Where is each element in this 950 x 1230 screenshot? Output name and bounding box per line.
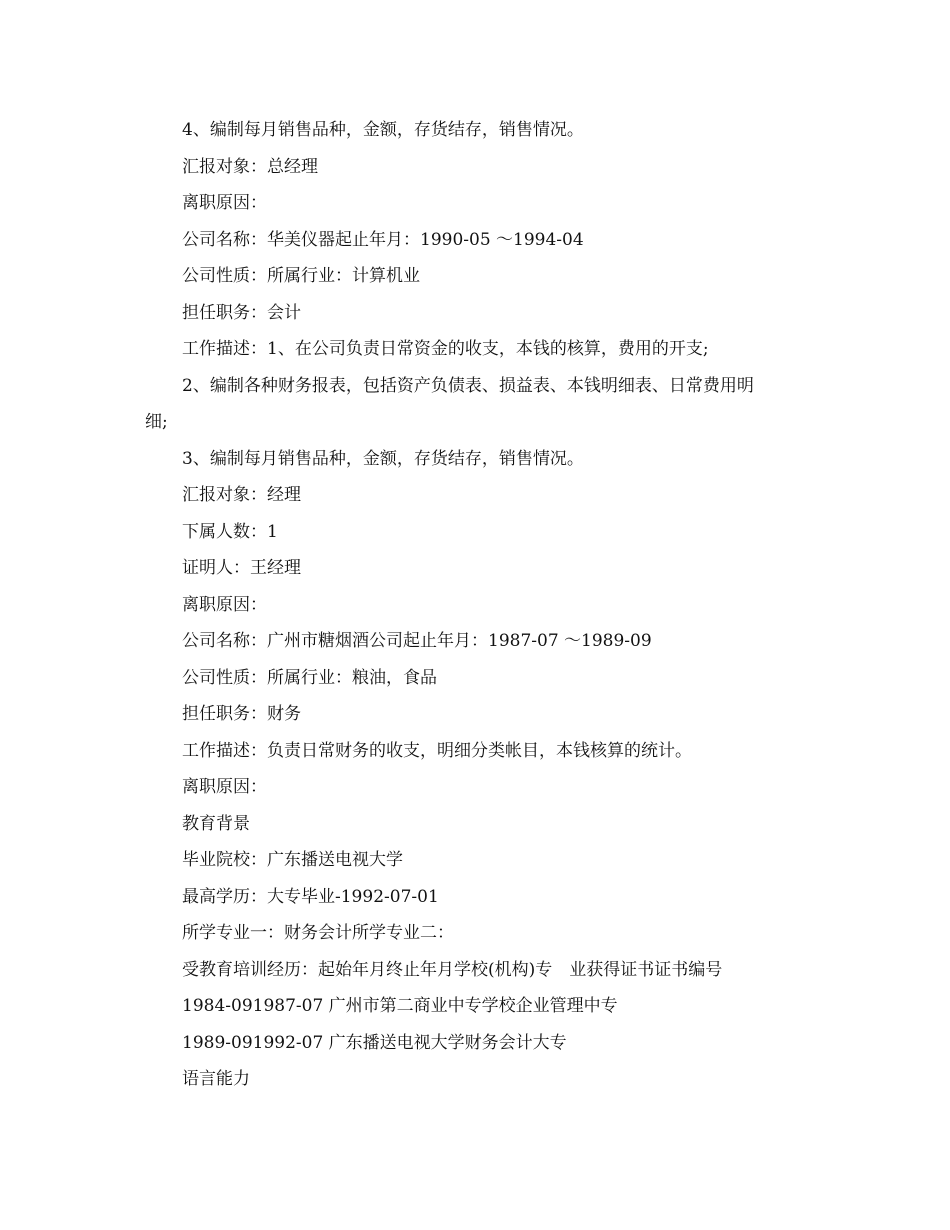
- text-line: 4、编制每月销售品种，金额，存货结存，销售情况。: [182, 120, 584, 140]
- text-line: 担任职务：财务: [182, 704, 301, 724]
- document-body: [145, 112, 815, 1098]
- text-line: 工作描述：1、在公司负责日常资金的收支，本钱的核算，费用的开支;: [182, 339, 709, 359]
- text-line: 离职原因：: [182, 193, 267, 213]
- text-line: 毕业院校：广东播送电视大学: [182, 850, 403, 870]
- text-line: 公司性质：所属行业：计算机业: [182, 266, 420, 286]
- text-line: 公司性质：所属行业：粮油，食品: [182, 667, 437, 688]
- text-line: 离职原因：: [182, 594, 267, 615]
- text-line: 最高学历：大专毕业-1992-07-01: [182, 886, 439, 907]
- text-line: 下属人数：1: [182, 521, 278, 542]
- text-line: 工作描述：负责日常财务的收支，明细分类帐目，本钱核算的统计。: [182, 740, 692, 761]
- text-line: 担任职务：会计: [182, 302, 301, 323]
- text-line: 公司名称：华美仪器起止年月：1990-05 ～1994-04: [182, 229, 584, 250]
- text-line: 1989-091992-07 广东播送电视大学财务会计大专: [182, 1032, 567, 1053]
- text-line: 1984-091987-07 广州市第二商业中专学校企业管理中专: [182, 996, 618, 1016]
- text-line: 汇报对象：总经理: [182, 156, 318, 177]
- section-heading-education: 教育背景: [182, 813, 250, 834]
- text-line: 受教育培训经历：起始年月终止年月学校(机构)专 业获得证书证书编号: [182, 959, 723, 980]
- text-line: 所学专业一：财务会计所学专业二：: [182, 923, 454, 943]
- text-line-continued: 细;: [145, 412, 168, 432]
- text-line: 2、编制各种财务报表，包括资产负债表、损益表、本钱明细表、日常费用明: [182, 375, 754, 396]
- section-heading-language: 语言能力: [182, 1069, 250, 1089]
- text-line: 证明人：王经理: [182, 558, 301, 578]
- text-line: 汇报对象：经理: [182, 485, 301, 505]
- text-line: 3、编制每月销售品种，金额，存货结存，销售情况。: [182, 448, 584, 469]
- text-line: 公司名称：广州市糖烟酒公司起止年月：1987-07 ～1989-09: [182, 631, 652, 651]
- text-line: 离职原因：: [182, 777, 267, 797]
